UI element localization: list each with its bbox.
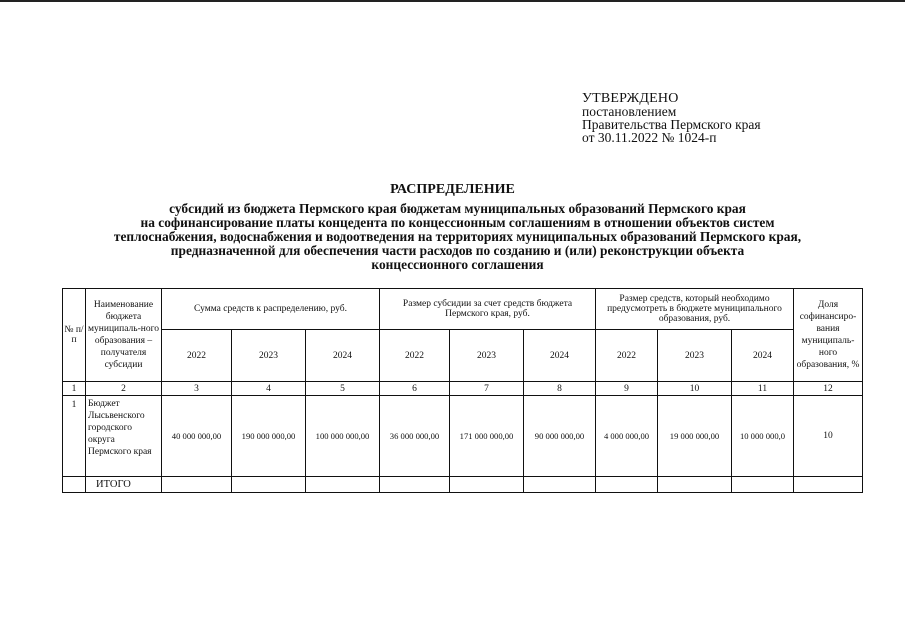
total-cell: [732, 477, 794, 493]
column-number: 7: [450, 382, 524, 396]
column-number: 4: [232, 382, 306, 396]
subtitle-line: субсидий из бюджета Пермского края бюджетам муниципальных образований Пермского края: [169, 201, 746, 216]
subtitle-line: концессионного соглашения: [371, 257, 544, 272]
subtitle-line: теплоснабжения, водоснабжения и водоотведения на территориях муниципальных образований Пермского края,: [113, 229, 802, 244]
municipal-2022: 4 000 000,00: [596, 396, 658, 477]
header-row-groups: [63, 289, 863, 330]
column-number-row: [63, 382, 863, 396]
column-number: 8: [524, 382, 596, 396]
header-recipient-name: Наименование бюджета муниципаль-ного образования – получателя субсидии: [86, 289, 162, 382]
subsidy-2022: 36 000 000,00: [380, 396, 450, 477]
total-cell: [524, 477, 596, 493]
total-cell: [232, 477, 306, 493]
total-row: [63, 477, 863, 493]
total-label: ИТОГО: [86, 477, 162, 493]
total-2022: 40 000 000,00: [162, 396, 232, 477]
header-year: 2022: [596, 330, 658, 382]
total-cell: [658, 477, 732, 493]
approval-line-3: от 30.11.2022 № 1024-п: [582, 130, 717, 145]
document-subtitle: [60, 202, 855, 272]
municipal-2024: 10 000 000,0: [732, 396, 794, 477]
approval-stamp: [582, 92, 761, 144]
table-row: [63, 396, 863, 477]
header-year: 2024: [306, 330, 380, 382]
approval-word: УТВЕРЖДЕНО: [582, 91, 679, 106]
subsidy-2024: 90 000 000,00: [524, 396, 596, 477]
subtitle-line: предназначенной для обеспечения части расходов по созданию и (или) реконструкции объекта: [170, 243, 745, 258]
column-number: 3: [162, 382, 232, 396]
column-number: 12: [794, 382, 863, 396]
recipient-name: Бюджет Лысьвенского городского округа Пермского края: [86, 396, 162, 477]
total-cell: [380, 477, 450, 493]
row-number: 1: [63, 396, 86, 477]
distribution-table: [62, 288, 863, 493]
header-total-amount: Сумма средств к распределению, руб.: [162, 289, 380, 330]
approval-line-2: Правительства Пермского края: [582, 117, 761, 132]
total-cell: [596, 477, 658, 493]
header-number: № п/п: [63, 289, 86, 382]
header-year: 2023: [658, 330, 732, 382]
header-municipal-funds: Размер средств, который необходимо предусмотреть в бюджете муниципального образования, руб.: [596, 289, 794, 330]
approval-line-1: постановлением: [582, 104, 677, 119]
column-number: 9: [596, 382, 658, 396]
header-year: 2024: [732, 330, 794, 382]
total-cell: [450, 477, 524, 493]
column-number: 1: [63, 382, 86, 396]
total-2023: 190 000 000,00: [232, 396, 306, 477]
header-year: 2024: [524, 330, 596, 382]
column-number: 11: [732, 382, 794, 396]
subtitle-line: на софинансирование платы концедента по концессионным соглашениям в отношении объектов систем: [140, 215, 775, 230]
column-number: 5: [306, 382, 380, 396]
header-regional-subsidy: Размер субсидии за счет средств бюджета Пермского края, руб.: [380, 289, 596, 330]
column-number: 10: [658, 382, 732, 396]
header-year: 2022: [162, 330, 232, 382]
municipal-2023: 19 000 000,00: [658, 396, 732, 477]
column-number: 6: [380, 382, 450, 396]
total-cell: [306, 477, 380, 493]
document-title: РАСПРЕДЕЛЕНИЕ: [390, 182, 515, 197]
page-top-edge: [0, 0, 905, 2]
total-2024: 100 000 000,00: [306, 396, 380, 477]
column-number: 2: [86, 382, 162, 396]
total-cell: [162, 477, 232, 493]
total-row-number: [63, 477, 86, 493]
header-year: 2023: [232, 330, 306, 382]
header-row-years: [63, 330, 863, 382]
total-cell: [794, 477, 863, 493]
subsidy-2023: 171 000 000,00: [450, 396, 524, 477]
header-cofinancing-share: Доля софинансиро-вания муниципаль-ного образования, %: [794, 289, 863, 382]
header-year: 2023: [450, 330, 524, 382]
header-year: 2022: [380, 330, 450, 382]
cofinancing-share: 10: [794, 396, 863, 477]
